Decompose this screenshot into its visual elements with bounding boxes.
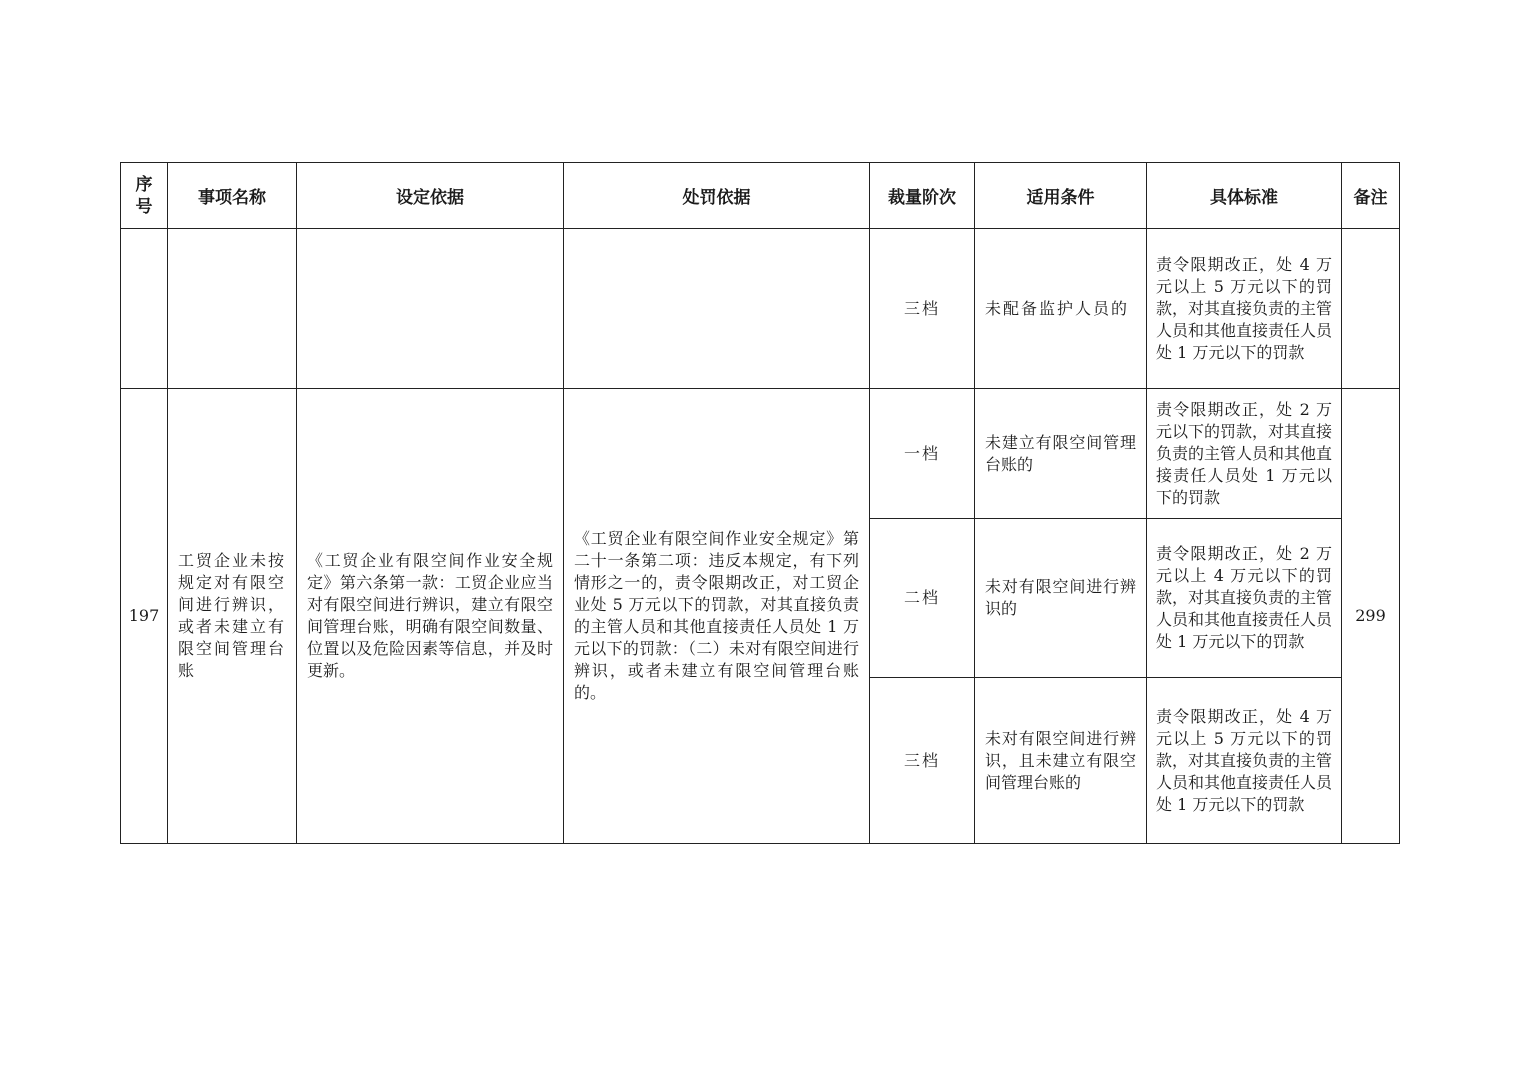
header-row	[121, 163, 1400, 229]
header-condition: 适用条件	[975, 163, 1147, 229]
cell-standard: 责令限期改正，处 4 万元以上 5 万元以下的罚款，对其直接负责的主管人员和其他直接责任人员处 1 万元以下的罚款	[1147, 229, 1342, 389]
cell-standard: 责令限期改正，处 2 万元以上 4 万元以下的罚款，对其直接负责的主管人员和其他直接责任人员处 1 万元以下的罚款	[1147, 519, 1342, 678]
header-seq: 序号	[121, 163, 168, 229]
cell-note: 299	[1342, 389, 1400, 844]
header-note: 备注	[1342, 163, 1400, 229]
header-basis-set: 设定依据	[297, 163, 564, 229]
cell-basis-penalty-empty	[564, 229, 870, 389]
cell-level: 三档	[870, 229, 975, 389]
cell-condition: 未建立有限空间管理台账的	[975, 389, 1147, 519]
cell-note-empty	[1342, 229, 1400, 389]
header-name: 事项名称	[168, 163, 297, 229]
cell-seq: 197	[121, 389, 168, 844]
header-basis-penalty: 处罚依据	[564, 163, 870, 229]
cell-condition: 未对有限空间进行辨识，且未建立有限空间管理台账的	[975, 678, 1147, 844]
header-standard: 具体标准	[1147, 163, 1342, 229]
cell-level: 三档	[870, 678, 975, 844]
cell-level: 二档	[870, 519, 975, 678]
cell-seq-empty	[121, 229, 168, 389]
table-row-continued	[121, 229, 1400, 389]
cell-basis-penalty: 《工贸企业有限空间作业安全规定》第二十一条第二项：违反本规定，有下列情形之一的，责令限期改正，对工贸企业处 5 万元以下的罚款，对其直接负责的主管人员和其他直接责任人员处 1 万元以下的罚款：（二）未对有限空间进行辨识，或者未建立有限空间管理台账的。	[564, 389, 870, 844]
cell-basis-set: 《工贸企业有限空间作业安全规定》第六条第一款：工贸企业应当对有限空间进行辨识，建立有限空间管理台账，明确有限空间数量、位置以及危险因素等信息，并及时更新。	[297, 389, 564, 844]
cell-basis-set-empty	[297, 229, 564, 389]
penalty-discretion-table	[120, 162, 1400, 844]
cell-standard: 责令限期改正，处 4 万元以上 5 万元以下的罚款，对其直接负责的主管人员和其他直接责任人员处 1 万元以下的罚款	[1147, 678, 1342, 844]
cell-condition: 未配备监护人员的	[975, 229, 1147, 389]
cell-level: 一档	[870, 389, 975, 519]
header-level: 裁量阶次	[870, 163, 975, 229]
cell-name-empty	[168, 229, 297, 389]
cell-condition: 未对有限空间进行辨识的	[975, 519, 1147, 678]
table-row-197-tier-1	[121, 389, 1400, 519]
cell-name: 工贸企业未按规定对有限空间进行辨识，或者未建立有限空间管理台账	[168, 389, 297, 844]
cell-standard: 责令限期改正，处 2 万元以下的罚款，对其直接负责的主管人员和其他直接责任人员处 1 万元以下的罚款	[1147, 389, 1342, 519]
